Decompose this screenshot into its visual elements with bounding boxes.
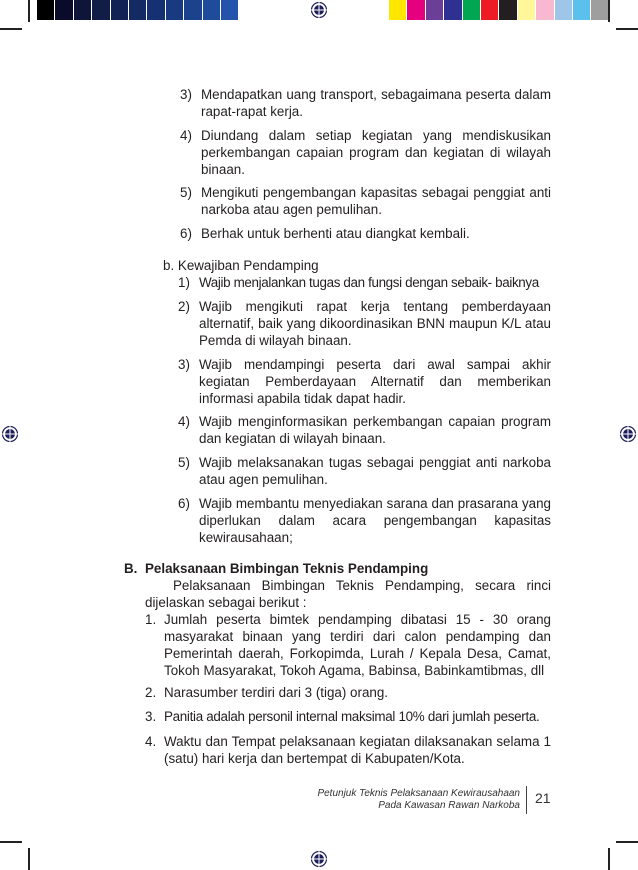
list-item: Mendapatkan uang transport, sebagaimana peserta dalam rapat-rapat kerja. xyxy=(201,87,551,119)
list-item: Narasumber terdiri dari 3 (tiga) orang. xyxy=(164,685,389,700)
color-calibration-bar-left xyxy=(37,0,239,20)
section-label: B. xyxy=(124,561,138,576)
footer-divider xyxy=(526,786,527,814)
color-swatch xyxy=(573,0,591,20)
color-swatch xyxy=(203,0,221,20)
list-number: 1. xyxy=(145,612,157,627)
footer-line-2: Pada Kawasan Rawan Narkoba xyxy=(378,800,520,811)
list-item: Waktu dan Tempat pelaksanaan kegiatan dilaksanakan selama 1 (satu) hari kerja dan bertempat di Kabupaten/Kota. xyxy=(164,734,551,766)
list-item: Mengikuti pengembangan kapasitas sebagai penggiat anti narkoba atau agen pemulihan. xyxy=(201,185,551,217)
crop-mark xyxy=(616,841,638,843)
list-number: 4) xyxy=(180,128,192,143)
list-number: 3) xyxy=(178,357,190,372)
color-swatch xyxy=(463,0,481,20)
footer-title xyxy=(260,788,520,812)
color-swatch xyxy=(184,0,202,20)
crop-mark xyxy=(28,848,30,870)
color-calibration-bar-right xyxy=(389,0,610,20)
registration-mark-icon xyxy=(310,850,328,868)
color-swatch xyxy=(555,0,573,20)
color-swatch xyxy=(389,0,407,20)
subsection-title: b. Kewajiban Pendamping xyxy=(163,258,319,273)
color-swatch xyxy=(221,0,239,20)
section-title: Pelaksanaan Bimbingan Teknis Pendamping xyxy=(145,561,429,576)
list-item: Panitia adalah personil internal maksimal 10% dari jumlah peserta. xyxy=(164,709,540,724)
color-swatch xyxy=(92,0,110,20)
color-swatch xyxy=(444,0,462,20)
color-swatch xyxy=(74,0,92,20)
crop-mark xyxy=(28,0,30,22)
list-number: 1) xyxy=(178,275,190,290)
list-item: Wajib menjalankan tugas dan fungsi dengan sebaik- baiknya xyxy=(199,275,539,290)
list-number: 5) xyxy=(180,185,192,200)
color-swatch xyxy=(536,0,554,20)
list-number: 5) xyxy=(178,455,190,470)
color-swatch xyxy=(37,0,55,20)
list-item: Jumlah peserta bimtek pendamping dibatasi 15 - 30 orang masyarakat binaan yang terdiri dari calon pendamping dan Pemerintah daerah, Forkopimda, Lurah / Kepala Desa, Camat, Tokoh Masyarakat, Tokoh Agama, Babinsa, Babinkamtibmas, dll xyxy=(164,612,551,678)
list-item: Wajib membantu menyediakan sarana dan prasarana yang diperlukan dalam acara pengembangan kapasitas kewirausahaan; xyxy=(199,496,551,545)
crop-mark xyxy=(608,848,610,870)
crop-mark xyxy=(0,841,22,843)
color-swatch xyxy=(518,0,536,20)
color-swatch xyxy=(55,0,73,20)
color-swatch xyxy=(499,0,517,20)
list-item: Diundang dalam setiap kegiatan yang mendiskusikan perkembangan capaian program dan kegiatan di wilayah binaan. xyxy=(201,128,551,177)
footer-line-1: Petunjuk Teknis Pelaksanaan Kewirausahaan xyxy=(317,788,520,799)
list-number: 3) xyxy=(180,87,192,102)
registration-mark-icon xyxy=(619,425,637,443)
list-item: Wajib mengikuti rapat kerja tentang pemberdayaan alternatif, baik yang dikoordinasikan BNN maupun K/L atau Pemda di wilayah binaan. xyxy=(199,299,551,348)
list-item: Wajib melaksanakan tugas sebagai penggiat anti narkoba atau agen pemulihan. xyxy=(199,455,551,487)
list-number: 4) xyxy=(178,414,190,429)
list-number: 6) xyxy=(180,226,192,241)
color-swatch xyxy=(147,0,165,20)
registration-mark-icon xyxy=(310,1,328,19)
color-swatch xyxy=(407,0,425,20)
list-number: 2) xyxy=(178,299,190,314)
list-number: 6) xyxy=(178,496,190,511)
color-swatch xyxy=(166,0,184,20)
crop-mark xyxy=(616,28,638,30)
section-intro: Pelaksanaan Bimbingan Teknis Pendamping, secara rinci dijelaskan sebagai berikut : xyxy=(145,578,551,610)
crop-mark xyxy=(0,28,22,30)
list-number: 2. xyxy=(145,685,157,700)
registration-mark-icon xyxy=(1,425,19,443)
list-number: 3. xyxy=(145,709,157,724)
list-item: Wajib menginformasikan perkembangan capaian program dan kegiatan di wilayah binaan. xyxy=(199,414,551,446)
crop-mark xyxy=(608,0,610,22)
color-swatch xyxy=(426,0,444,20)
list-number: 4. xyxy=(145,734,157,749)
list-item: Berhak untuk berhenti atau diangkat kembali. xyxy=(201,226,470,241)
color-swatch xyxy=(111,0,129,20)
color-swatch xyxy=(481,0,499,20)
page-number: 21 xyxy=(535,790,551,806)
list-item: Wajib mendampingi peserta dari awal sampai akhir kegiatan Pemberdayaan Alternatif dan memberikan informasi apabila tidak dapat hadir. xyxy=(199,357,551,406)
color-swatch xyxy=(591,0,609,20)
color-swatch xyxy=(129,0,147,20)
